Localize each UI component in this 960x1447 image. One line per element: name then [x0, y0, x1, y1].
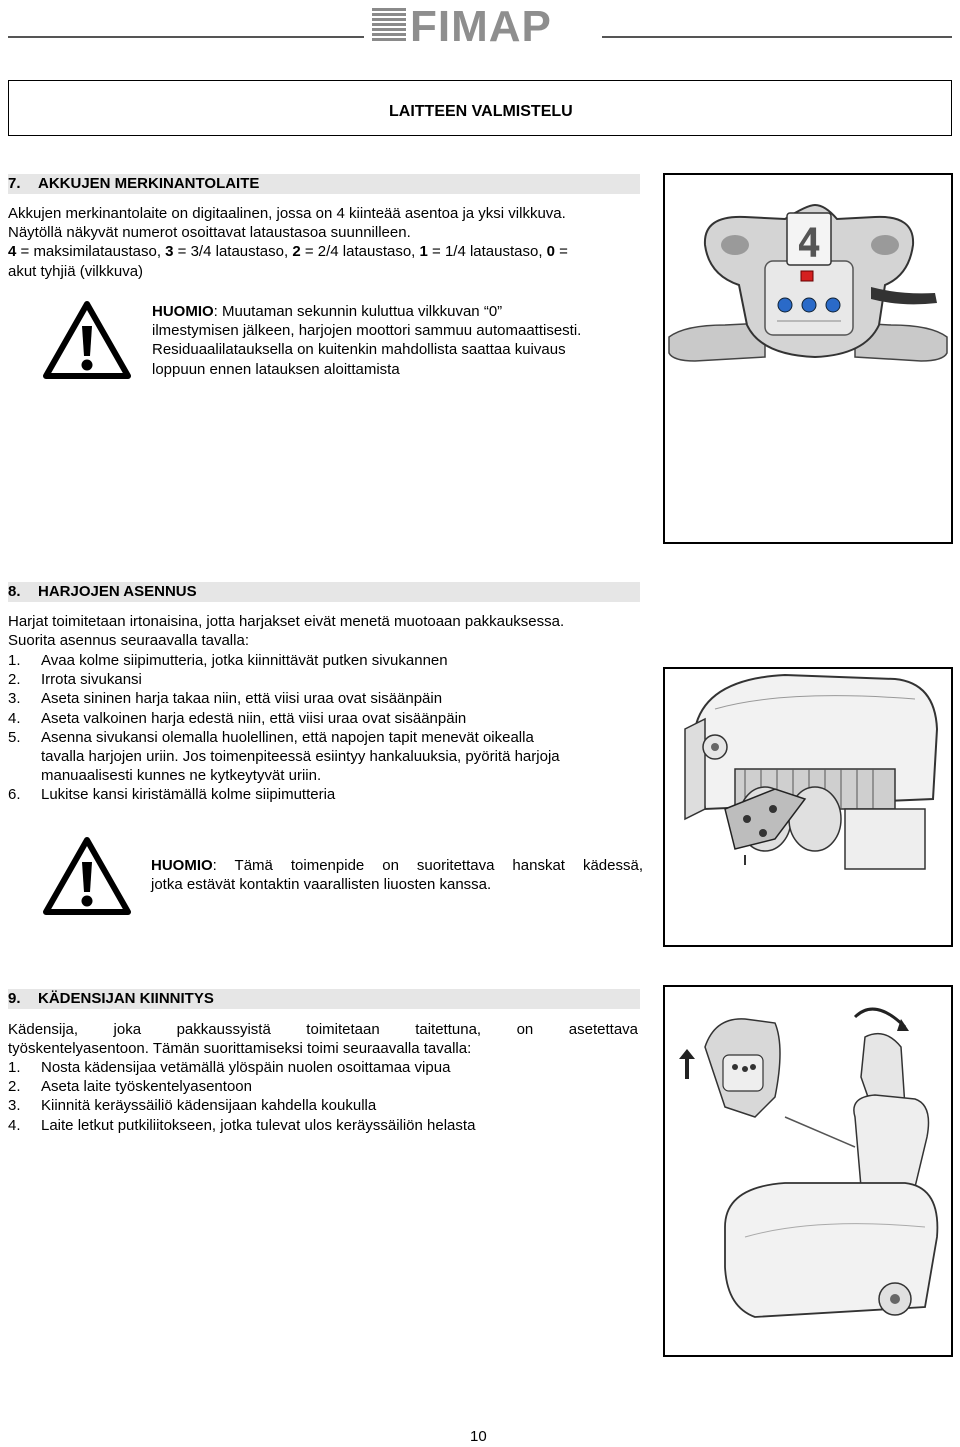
- section-7-paragraph: [8, 204, 648, 281]
- list-item: 6. Lukitse kansi kiristämällä kolme siipimutteria: [8, 786, 336, 804]
- text-line: Kädensija, joka pakkaussyistä toimitetaan taitettuna, on asetettava: [8, 1021, 638, 1038]
- list-item: tavalla harjojen uriin. Jos toimenpiteessä esiintyy hankaluuksia, pyöritä harjoja: [41, 748, 560, 766]
- section-number: 9.: [8, 990, 21, 1007]
- text-line: Näytöllä näkyvät numerot osoittavat lataustasoa suunnilleen.: [8, 224, 411, 242]
- list-item: 2. Irrota sivukansi: [8, 671, 142, 689]
- note-line: loppuun ennen latauksen aloittamista: [152, 360, 400, 378]
- section-title: KÄDENSIJAN KIINNITYS: [38, 990, 214, 1007]
- control-panel-illustration: [665, 175, 951, 542]
- section-8-intro: [8, 612, 658, 650]
- note-line: Residuaalilatauksella on kuitenkin mahdollista saattaa kuivaus: [152, 341, 566, 359]
- section-title: AKKUJEN MERKINANTOLAITE: [38, 175, 260, 192]
- list-item: 5. Asenna sivukansi olemalla huolellinen, että napojen tapit menevät oikealla: [8, 728, 534, 746]
- levels-line: 4 = maksimilataustaso, 3 = 3/4 lataustaso, 2 = 2/4 lataustaso, 1 = 1/4 lataustaso, 0 =: [8, 243, 568, 261]
- battery-indicator-figure: [663, 173, 953, 544]
- brand-logo: FIMAP: [410, 2, 552, 51]
- note-line: HUOMIO: Muutaman sekunnin kuluttua vilkkuvan “0”: [152, 303, 503, 320]
- warning-triangle-icon: [42, 300, 132, 380]
- header-rule-right: [602, 36, 952, 38]
- note-line: HUOMIO: Tämä toimenpide on suoritettava hanskat kädessä,: [151, 857, 643, 874]
- section-number: 7.: [8, 175, 21, 192]
- machine-handle-illustration: [665, 987, 951, 1355]
- page-title-box: [8, 80, 952, 136]
- text-line: akut tyhjiä (vilkkuva): [8, 262, 144, 280]
- brush-assembly-illustration: [665, 669, 951, 945]
- section-title: HARJOJEN ASENNUS: [38, 583, 197, 600]
- header-rule-left: [8, 36, 364, 38]
- section-7-heading: [8, 174, 640, 194]
- list-item: 1. Nosta kädensijaa vetämällä ylöspäin nuolen osoittamaa vipua: [8, 1059, 451, 1076]
- warning-triangle-icon: [42, 836, 132, 916]
- list-item: 1. Avaa kolme siipimutteria, jotka kiinnittävät putken sivukannen: [8, 652, 448, 669]
- section-8-note: [151, 856, 643, 894]
- note-line: jotka estävät kontaktin vaarallisten liuosten kanssa.: [151, 876, 492, 894]
- text-line: Harjat toimitetaan irtonaisina, jotta harjakset eivät menetä muotoaan pakkauksessa.: [8, 613, 565, 630]
- text-line: työskentelyasentoon. Tämän suorittamiseksi toimi seuraavalla tavalla:: [8, 1040, 472, 1058]
- handle-installation-figure: [663, 985, 953, 1357]
- brush-installation-figure: [663, 667, 953, 947]
- page-number: 10: [470, 1428, 487, 1445]
- text-line: Akkujen merkinantolaite on digitaalinen, jossa on 4 kiinteää asentoa ja yksi vilkkuva.: [8, 205, 566, 222]
- list-item: 3. Kiinnitä keräyssäiliö kädensijaan kahdella koukulla: [8, 1097, 377, 1115]
- list-item: 2. Aseta laite työskentelyasentoon: [8, 1078, 252, 1096]
- section-9-heading: [8, 989, 640, 1009]
- section-8-steps: [8, 651, 658, 805]
- list-item: manuaalisesti kunnes ne kytkeytyvät uriin.: [41, 767, 322, 785]
- logo-stripes-icon: [372, 8, 406, 46]
- section-8-heading: [8, 582, 640, 602]
- page-title: LAITTEEN VALMISTELU: [389, 103, 573, 120]
- section-7-note: [152, 302, 642, 379]
- section-number: 8.: [8, 583, 21, 600]
- list-item: 3. Aseta sininen harja takaa niin, että viisi uraa ovat sisäänpäin: [8, 690, 443, 708]
- list-item: 4. Laite letkut putkiliitokseen, jotka tulevat ulos keräyssäiliön helasta: [8, 1116, 476, 1134]
- section-9-steps: [8, 1058, 648, 1135]
- section-9-intro: [8, 1020, 638, 1058]
- display-digit: 4: [796, 221, 822, 267]
- note-line: ilmestymisen jälkeen, harjojen moottori sammuu automaattisesti.: [152, 322, 582, 340]
- text-line: Suorita asennus seuraavalla tavalla:: [8, 632, 249, 650]
- list-item: 4. Aseta valkoinen harja edestä niin, että viisi uraa ovat sisäänpäin: [8, 709, 467, 727]
